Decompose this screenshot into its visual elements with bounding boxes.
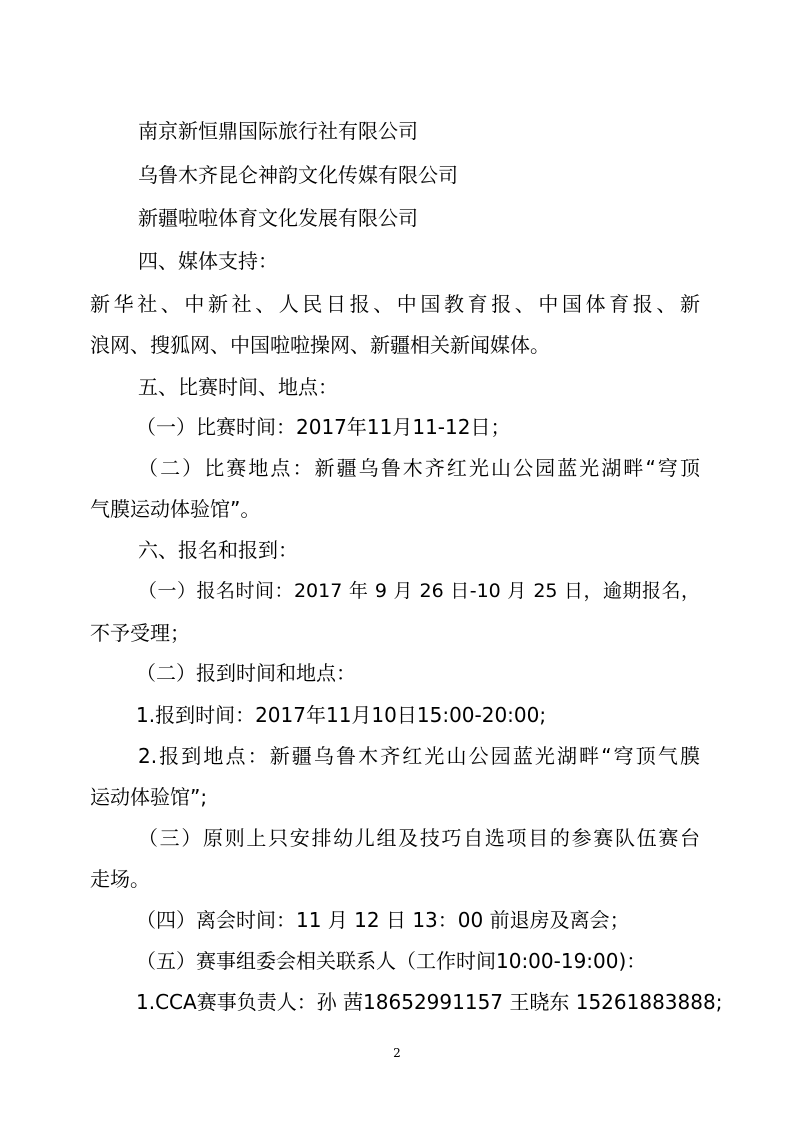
text-line-match-place-2: 气膜运动体验馆”。	[90, 497, 261, 521]
text-line-match-place-1: （二）比赛地点：新疆乌鲁木齐红光山公园蓝光湖畔“穹顶	[138, 456, 700, 480]
text-line-checkin-place-1: 2.报到地点：新疆乌鲁木齐红光山公园蓝光湖畔“穹顶气膜	[138, 744, 700, 768]
text-line-checkin-time: 1.报到时间：2017年11月10日15:00-20:00;	[136, 703, 547, 727]
text-line-rehearsal-1: （三）原则上只安排幼儿组及技巧自选项目的参赛队伍赛台	[138, 826, 700, 850]
text-line-company-1: 南京新恒鼎国际旅行社有限公司	[138, 119, 418, 143]
text-line-company-2: 乌鲁木齐昆仑神韵文化传媒有限公司	[138, 163, 458, 187]
text-line-rehearsal-2: 走场。	[90, 867, 150, 891]
section-heading-media: 四、媒体支持：	[138, 249, 278, 273]
section-heading-registration: 六、报名和报到：	[138, 538, 298, 562]
text-line-media-2: 浪网、搜狐网、中国啦啦操网、新疆相关新闻媒体。	[90, 333, 550, 357]
text-line-registration-time-2: 不予受理；	[90, 621, 190, 645]
text-line-match-time: （一）比赛时间：2017年11月11-12日；	[136, 415, 511, 439]
text-line-contacts-heading: （五）赛事组委会相关联系人（工作时间10:00-19:00)：	[136, 949, 647, 973]
text-line-registration-time-1: （一）报名时间：2017 年 9 月 26 日-10 月 25 日，逾期报名，	[138, 580, 700, 602]
text-line-company-3: 新疆啦啦体育文化发展有限公司	[138, 206, 418, 230]
section-heading-time-place: 五、比赛时间、地点：	[138, 375, 338, 399]
text-line-checkin-heading: （二）报到时间和地点：	[136, 661, 356, 685]
text-line-departure: （四）离会时间：11 月 12 日 13：00 前退房及离会；	[136, 908, 630, 932]
page-number: 2	[393, 1046, 401, 1060]
text-line-contacts-1: 1.CCA赛事负责人：孙 茜18652991157 王晓东 15261883888;	[136, 990, 723, 1014]
text-line-media-1: 新华社、中新社、人民日报、中国教育报、中国体育报、新	[90, 292, 700, 316]
text-line-checkin-place-2: 运动体验馆”;	[90, 785, 208, 809]
